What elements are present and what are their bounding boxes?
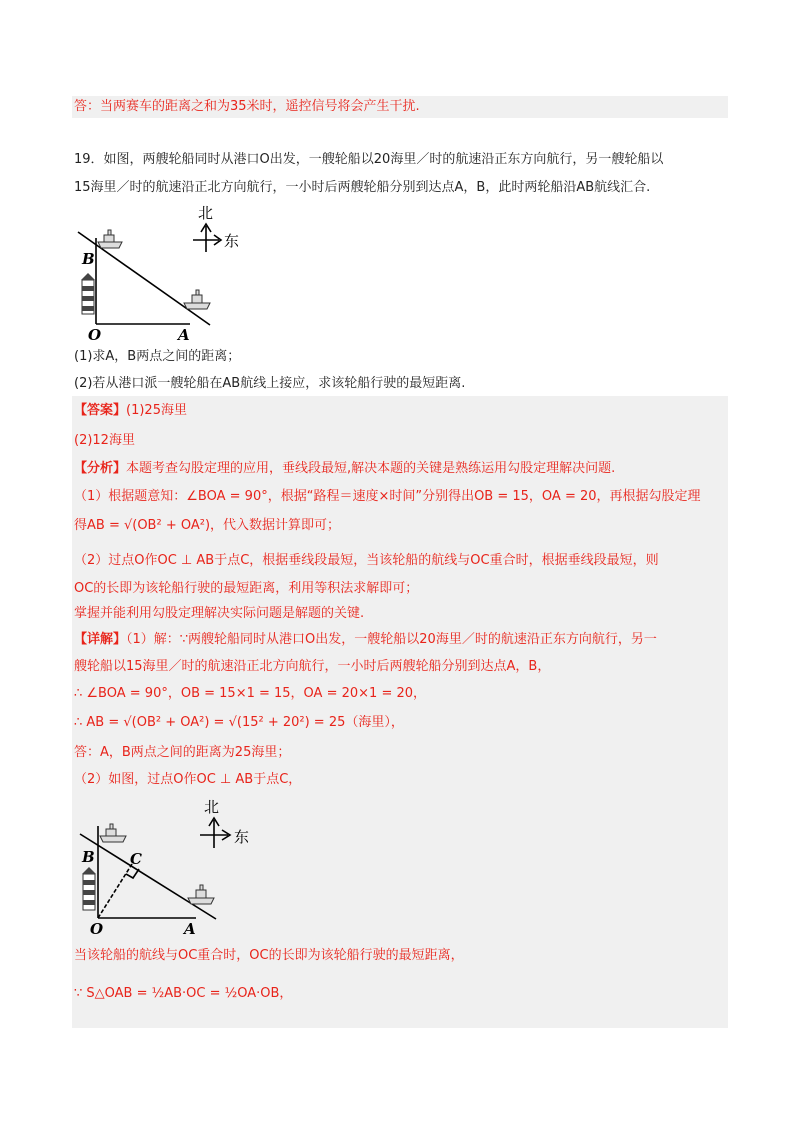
segment-ab-extended	[80, 834, 216, 919]
east-label: 东	[224, 232, 240, 250]
answer-tag: 【答案】	[74, 403, 127, 418]
question-line-1: 19．如图，两艘轮船同时从港口O出发，一艘轮船以20海里／时的航速沿正东方向航行，另一艘轮船以	[74, 152, 664, 167]
segment-ab-extended	[78, 232, 210, 325]
analysis-2-line-2: OC的长即为该轮船行驶的最短距离，利用等积法求解即可；	[74, 581, 419, 596]
lighthouse-icon	[82, 867, 96, 910]
detail-line-1	[74, 630, 657, 650]
figure-1	[74, 200, 274, 340]
point-c-label: C	[130, 850, 142, 868]
north-label: 北	[198, 204, 214, 222]
point-o-label: O	[88, 326, 102, 340]
part-1: (1)求A，B两点之间的距离；	[74, 349, 241, 364]
ship-icon	[184, 290, 210, 309]
point-b-label: B	[82, 848, 95, 866]
prev-answer: 答：当两赛车的距离之和为35米时，遥控信号将会产生干扰.	[74, 99, 420, 114]
part-2: (2)若从港口派一艘轮船在AB航线上接应，求该轮船行驶的最短距离.	[74, 376, 466, 391]
question-line-2: 15海里／时的航速沿正北方向航行，一小时后两艘轮船分别到达点A，B，此时两轮船沿AB航线汇合.	[74, 180, 651, 195]
answer-2: (2)12海里	[74, 433, 135, 448]
analysis-1-line-1: （1）根据题意知：∠BOA = 90°，根据“路程＝速度×时间”分别得出OB = 15，OA = 20，再根据勾股定理	[74, 489, 701, 504]
detail-7: ∵ S△OAB = ½AB·OC = ½OA·OB，	[74, 986, 293, 1001]
detail-tag: 【详解】	[74, 632, 127, 647]
point-o-label: O	[90, 920, 104, 938]
segment-oc	[98, 864, 132, 918]
compass-1	[193, 224, 221, 252]
compass-2	[200, 818, 230, 848]
ship-icon	[98, 230, 122, 248]
analysis-2-line-1: （2）过点O作OC ⊥ AB于点C，根据垂线段最短，当该轮船的航线与OC重合时，根据垂线段最短，则	[74, 553, 659, 568]
detail-2: ∴ ∠BOA = 90°，OB = 15×1 = 15，OA = 20×1 = 20，	[74, 686, 427, 701]
analysis-3: 掌握并能利用勾股定理解决实际问题是解题的关键.	[74, 606, 365, 621]
ship-icon	[100, 824, 126, 842]
point-b-label: B	[82, 250, 95, 268]
analysis-tag: 【分析】	[74, 461, 127, 476]
ship-icon	[188, 885, 214, 904]
point-a-label: A	[184, 920, 196, 938]
analysis-line	[74, 459, 615, 479]
analysis-1-line-2: 得AB = √(OB² + OA²)，代入数据计算即可；	[74, 518, 341, 533]
east-label: 东	[234, 828, 250, 846]
detail-5: （2）如图，过点O作OC ⊥ AB于点C，	[74, 772, 302, 787]
detail-4: 答：A，B两点之间的距离为25海里；	[74, 745, 291, 760]
detail-1-line-1: （1）解：∵两艘轮船同时从港口O出发，一艘轮船以20海里／时的航速沿正东方向航行，另一	[126, 632, 657, 647]
detail-6: 当该轮船的航线与OC重合时，OC的长即为该轮船行驶的最短距离，	[74, 948, 464, 963]
detail-3: ∴ AB = √(OB² + OA²) = √(15² + 20²) = 25（海里），	[74, 715, 404, 730]
lighthouse-icon	[81, 273, 95, 314]
analysis-text: 本题考查勾股定理的应用，垂线段最短,解决本题的关键是熟练运用勾股定理解决问题.	[126, 461, 616, 476]
detail-1-line-2: 艘轮船以15海里／时的航速沿正北方向航行，一小时后两艘轮船分别到达点A，B，	[74, 659, 551, 674]
figure-2	[74, 792, 274, 942]
point-a-label: A	[178, 326, 190, 340]
answer-line-1	[74, 401, 187, 421]
answer-1: (1)25海里	[126, 403, 187, 418]
north-label: 北	[204, 798, 220, 816]
